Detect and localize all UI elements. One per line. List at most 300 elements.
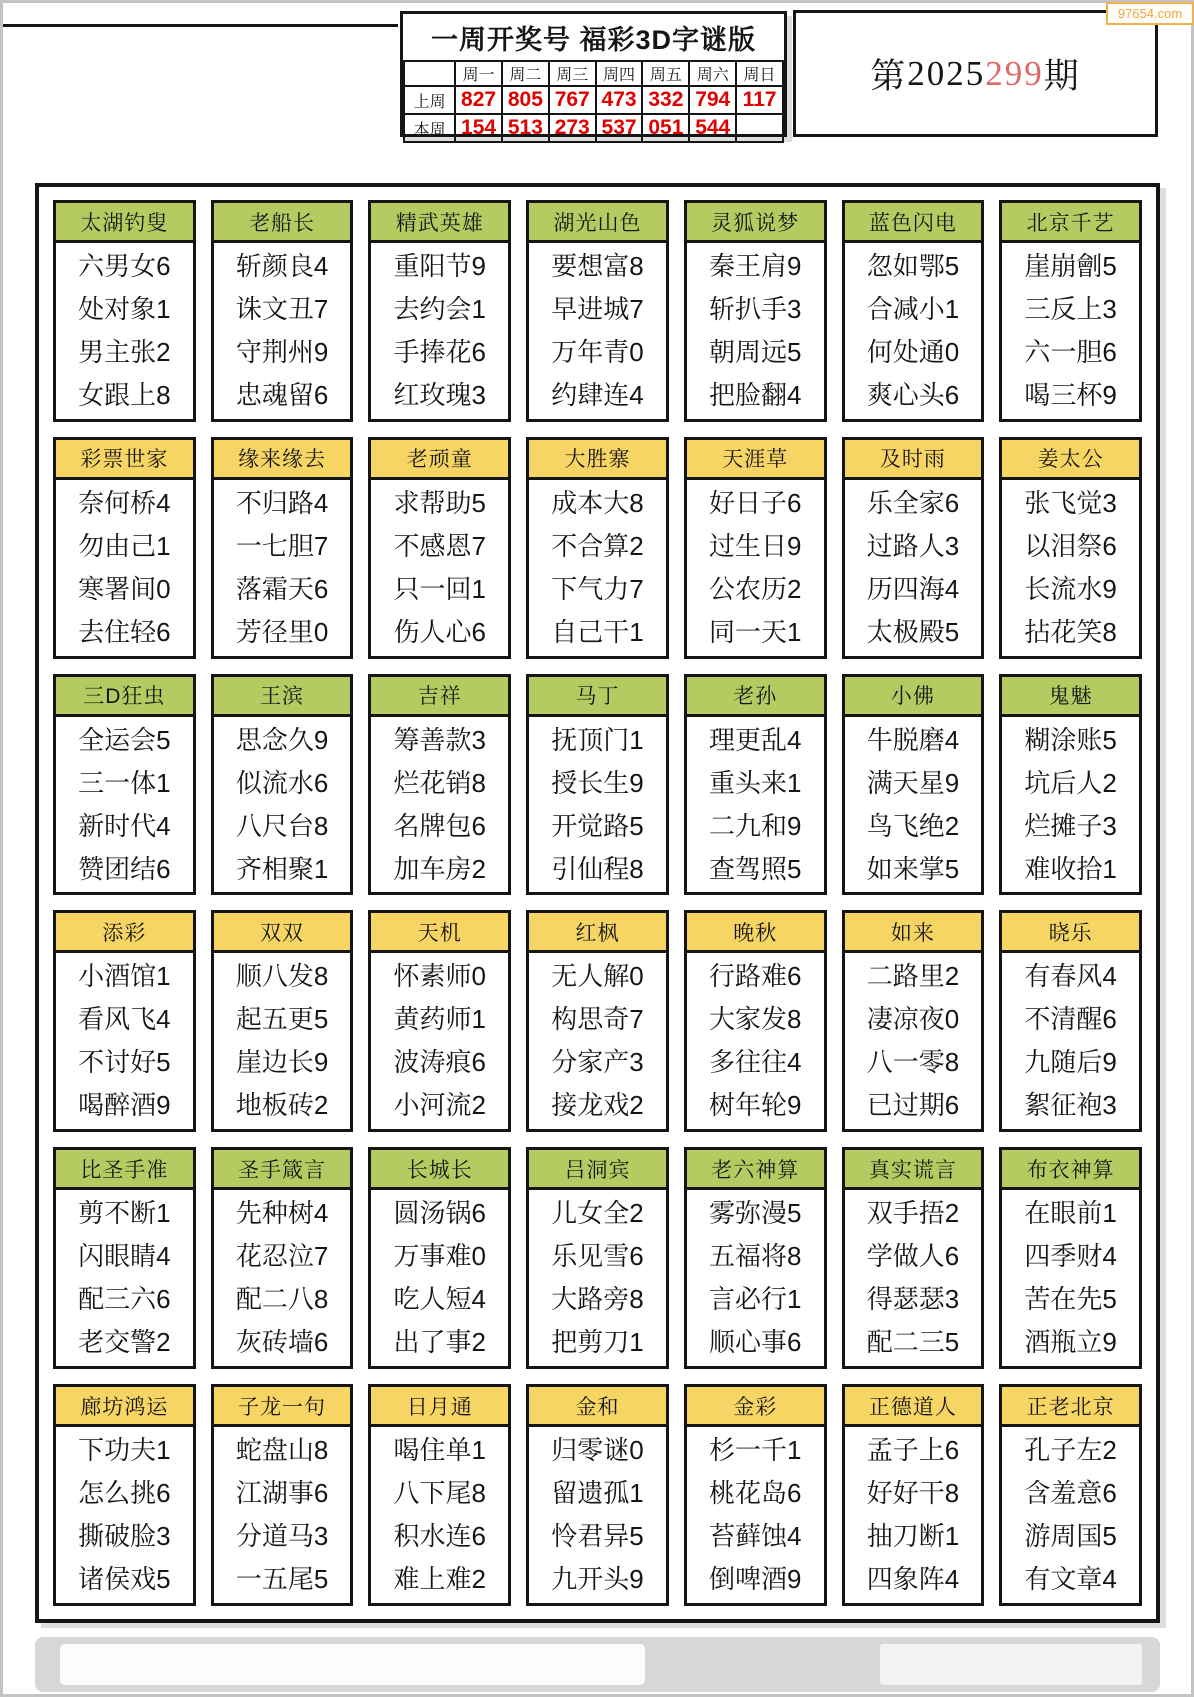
- card-body: [1002, 243, 1139, 419]
- puzzle-line: 怀素师0: [393, 961, 487, 992]
- draw-number: 767: [549, 86, 596, 114]
- puzzle-line: 落霜天6: [235, 573, 329, 604]
- card-title: 布衣神算: [1002, 1150, 1139, 1190]
- puzzle-card: [53, 437, 196, 659]
- puzzle-line: 坑后人2: [1024, 767, 1117, 798]
- draw-number: 273: [549, 114, 596, 142]
- puzzle-line: 顺八发8: [235, 961, 329, 992]
- puzzle-line: 积水连6: [393, 1521, 487, 1552]
- puzzle-line: 含羞意6: [1024, 1478, 1117, 1509]
- card-body: [1002, 1190, 1139, 1366]
- puzzle-card: [368, 437, 511, 659]
- puzzle-card: [842, 1147, 985, 1369]
- puzzle-line: 八一零8: [866, 1047, 960, 1078]
- card-body: [529, 243, 666, 419]
- card-body: [529, 953, 666, 1129]
- puzzle-line: 赞团结6: [78, 853, 171, 884]
- puzzle-card: [999, 200, 1142, 422]
- card-title: 老六神算: [687, 1150, 824, 1190]
- puzzle-line: 授长生9: [551, 767, 644, 798]
- puzzle-line: 难上难2: [393, 1564, 487, 1595]
- card-body: [529, 1427, 666, 1603]
- weekly-results-table: [403, 60, 784, 143]
- puzzle-card: [368, 1384, 511, 1606]
- issue-year: 2025: [907, 53, 986, 93]
- card-title: 鬼魅: [1002, 677, 1139, 717]
- issue-number: 299: [985, 53, 1044, 93]
- week-corner-cell: [404, 61, 455, 86]
- puzzle-line: 手捧花6: [393, 336, 487, 367]
- puzzle-card: [526, 437, 669, 659]
- puzzle-line: 忠魂留6: [235, 379, 329, 410]
- puzzle-line: 长流水9: [1024, 573, 1117, 604]
- card-title: 马丁: [529, 677, 666, 717]
- issue-suffix: 期: [1043, 56, 1081, 96]
- puzzle-line: 一五尾5: [235, 1564, 329, 1595]
- puzzle-line: 以泪祭6: [1024, 530, 1117, 561]
- card-title: 真实谎言: [845, 1150, 982, 1190]
- puzzle-card: [684, 1147, 827, 1369]
- puzzle-line: 查驾照5: [708, 853, 802, 884]
- puzzle-card: [53, 200, 196, 422]
- card-title: 晓乐: [1002, 913, 1139, 953]
- puzzle-line: 爽心头6: [866, 379, 960, 410]
- card-body: [371, 1427, 508, 1603]
- footer-left-box: [60, 1644, 645, 1685]
- puzzle-line: 花忍泣7: [235, 1241, 329, 1272]
- puzzle-line: 如来掌5: [866, 853, 960, 884]
- card-body: [371, 480, 508, 656]
- puzzle-line: 苦在先5: [1024, 1284, 1117, 1315]
- puzzle-line: 过路人3: [866, 530, 960, 561]
- puzzle-line: 小河流2: [393, 1090, 487, 1121]
- puzzle-line: 理更乱4: [708, 724, 802, 755]
- card-body: [845, 1190, 982, 1366]
- puzzle-line: 喝三杯9: [1024, 379, 1117, 410]
- card-title: 正德道人: [845, 1387, 982, 1427]
- card-title: 吕洞宾: [529, 1150, 666, 1190]
- puzzle-line: 多往往4: [708, 1047, 802, 1078]
- puzzle-line: 留遗孤1: [551, 1478, 644, 1509]
- card-body: [214, 243, 351, 419]
- puzzle-line: 万年青0: [551, 336, 644, 367]
- puzzle-line: 归零谜0: [551, 1435, 644, 1466]
- puzzle-line: 配二三5: [866, 1327, 960, 1358]
- card-title: 灵狐说梦: [687, 203, 824, 243]
- draw-number: 537: [596, 114, 643, 142]
- puzzle-card: [368, 1147, 511, 1369]
- week-row-label: 本周: [404, 114, 455, 142]
- puzzle-line: 历四海4: [866, 573, 960, 604]
- card-title: 正老北京: [1002, 1387, 1139, 1427]
- puzzle-line: 崖崩劊5: [1024, 250, 1117, 281]
- card-title: 彩票世家: [56, 440, 193, 480]
- card-body: [687, 1190, 824, 1366]
- puzzle-line: 秦王肩9: [708, 250, 802, 281]
- puzzle-line: 配二八8: [235, 1284, 329, 1315]
- puzzle-line: 诸侯戏5: [78, 1564, 171, 1595]
- puzzle-line: 怎么挑6: [78, 1478, 171, 1509]
- card-title: 太湖钓叟: [56, 203, 193, 243]
- puzzle-line: 张飞觉3: [1024, 487, 1117, 518]
- puzzle-line: 起五更5: [235, 1004, 329, 1035]
- card-body: [56, 953, 193, 1129]
- puzzle-line: 斩扒手3: [708, 293, 802, 324]
- puzzle-line: 合减小1: [866, 293, 960, 324]
- puzzle-line: 闪眼睛4: [78, 1241, 171, 1272]
- puzzle-line: 四象阵4: [866, 1564, 960, 1595]
- puzzle-line: 勿由己1: [78, 530, 171, 561]
- draw-number: 544: [689, 114, 736, 142]
- puzzle-line: 六男女6: [78, 250, 171, 281]
- weekday-header: 周六: [689, 61, 736, 86]
- puzzle-line: 八下尾8: [393, 1478, 487, 1509]
- puzzle-card: [999, 674, 1142, 896]
- puzzle-line: 苔藓蚀4: [708, 1521, 802, 1552]
- puzzle-line: 重头来1: [708, 767, 802, 798]
- card-body: [371, 243, 508, 419]
- card-title: 圣手箴言: [214, 1150, 351, 1190]
- card-body: [56, 243, 193, 419]
- puzzle-line: 酒瓶立9: [1024, 1327, 1117, 1358]
- puzzle-line: 忽如鄂5: [866, 250, 960, 281]
- puzzle-line: 满天星9: [866, 767, 960, 798]
- puzzle-line: 双手捂2: [866, 1198, 960, 1229]
- puzzle-line: 构思奇7: [551, 1004, 644, 1035]
- card-body: [1002, 717, 1139, 893]
- card-body: [1002, 953, 1139, 1129]
- puzzle-card: [999, 1384, 1142, 1606]
- card-body: [845, 953, 982, 1129]
- puzzle-line: 不合算2: [551, 530, 644, 561]
- puzzle-line: 只一回1: [393, 573, 487, 604]
- draw-number: [736, 114, 783, 142]
- puzzle-card: [211, 1384, 354, 1606]
- card-title: 双双: [214, 913, 351, 953]
- puzzle-line: 名牌包6: [393, 810, 487, 841]
- puzzle-line: 孟子上6: [866, 1435, 960, 1466]
- puzzle-card: [211, 1147, 354, 1369]
- puzzle-card: [526, 200, 669, 422]
- draw-number: 117: [736, 86, 783, 114]
- card-body: [1002, 1427, 1139, 1603]
- puzzle-card: [684, 674, 827, 896]
- puzzle-line: 游周国5: [1024, 1521, 1117, 1552]
- puzzle-line: 江湖事6: [235, 1478, 329, 1509]
- puzzle-card: [526, 1147, 669, 1369]
- puzzle-line: 学做人6: [866, 1241, 960, 1272]
- puzzle-line: 顺心事6: [708, 1327, 802, 1358]
- puzzle-line: 倒啤酒9: [708, 1564, 802, 1595]
- card-body: [687, 953, 824, 1129]
- puzzle-line: 约肆连4: [551, 379, 644, 410]
- site-watermark: 97654.com: [1106, 2, 1194, 25]
- puzzle-line: 重阳节9: [393, 250, 487, 281]
- card-title: 北京千艺: [1002, 203, 1139, 243]
- card-body: [214, 1190, 351, 1366]
- puzzle-line: 大家发8: [708, 1004, 802, 1035]
- puzzle-line: 喝住单1: [393, 1435, 487, 1466]
- puzzle-line: 守荆州9: [235, 336, 329, 367]
- puzzle-line: 去约会1: [393, 293, 487, 324]
- puzzle-line: 开觉路5: [551, 810, 644, 841]
- puzzle-line: 蛇盘山8: [235, 1435, 329, 1466]
- draw-number: 473: [596, 86, 643, 114]
- puzzle-line: 筹善款3: [393, 724, 487, 755]
- card-body: [529, 717, 666, 893]
- puzzle-line: 思念久9: [235, 724, 329, 755]
- puzzle-card: [526, 1384, 669, 1606]
- puzzle-line: 黄药师1: [393, 1004, 487, 1035]
- puzzle-line: 灰砖墙6: [235, 1327, 329, 1358]
- puzzle-line: 引仙程8: [551, 853, 644, 884]
- draw-number: 794: [689, 86, 736, 114]
- puzzle-line: 好日子6: [708, 487, 802, 518]
- puzzle-line: 公农历2: [708, 573, 802, 604]
- puzzle-line: 糊涂账5: [1024, 724, 1117, 755]
- weekly-results-box: [400, 11, 787, 137]
- card-title: 姜太公: [1002, 440, 1139, 480]
- issue-prefix: 第: [870, 56, 908, 96]
- card-title: 老孙: [687, 677, 824, 717]
- puzzle-line: 九开头9: [551, 1564, 644, 1595]
- weekday-header: 周日: [736, 61, 783, 86]
- card-title: 三D狂虫: [56, 677, 193, 717]
- puzzle-line: 雾弥漫5: [708, 1198, 802, 1229]
- card-title: 王滨: [214, 677, 351, 717]
- card-title: 蓝色闪电: [845, 203, 982, 243]
- puzzle-line: 二九和9: [708, 810, 802, 841]
- puzzle-line: 抽刀断1: [866, 1521, 960, 1552]
- card-title: 日月通: [371, 1387, 508, 1427]
- puzzle-card: [842, 1384, 985, 1606]
- puzzle-line: 三一体1: [78, 767, 171, 798]
- puzzle-line: 絮征袍3: [1024, 1090, 1117, 1121]
- puzzle-line: 伤人心6: [393, 616, 487, 647]
- puzzle-card: [684, 200, 827, 422]
- puzzle-line: 诛文丑7: [235, 293, 329, 324]
- puzzle-line: 波涛痕6: [393, 1047, 487, 1078]
- puzzle-line: 寒署间0: [78, 573, 171, 604]
- puzzle-line: 万事难0: [393, 1241, 487, 1272]
- card-body: [687, 717, 824, 893]
- puzzle-line: 看风飞4: [78, 1004, 171, 1035]
- puzzle-card: [999, 910, 1142, 1132]
- puzzle-line: 太极殿5: [866, 616, 960, 647]
- puzzle-line: 求帮助5: [393, 487, 487, 518]
- puzzle-line: 处对象1: [78, 293, 171, 324]
- puzzle-line: 地板砖2: [235, 1090, 329, 1121]
- puzzle-line: 得瑟瑟3: [866, 1284, 960, 1315]
- puzzle-card: [368, 910, 511, 1132]
- puzzle-line: 无人解0: [551, 961, 644, 992]
- puzzle-line: 八尺台8: [235, 810, 329, 841]
- card-title: 老顽童: [371, 440, 508, 480]
- puzzle-line: 撕破脸3: [78, 1521, 171, 1552]
- card-body: [56, 717, 193, 893]
- draw-number: 051: [642, 114, 689, 142]
- card-title: 添彩: [56, 913, 193, 953]
- puzzle-line: 红玫瑰3: [393, 379, 487, 410]
- puzzle-line: 已过期6: [866, 1090, 960, 1121]
- puzzle-line: 女跟上8: [78, 379, 171, 410]
- weekday-header: 周四: [596, 61, 643, 86]
- weekday-header: 周三: [549, 61, 596, 86]
- card-title: 天涯草: [687, 440, 824, 480]
- puzzle-line: 似流水6: [235, 767, 329, 798]
- puzzle-line: 九随后9: [1024, 1047, 1117, 1078]
- card-title: 金彩: [687, 1387, 824, 1427]
- card-title: 比圣手准: [56, 1150, 193, 1190]
- puzzle-line: 有文章4: [1024, 1564, 1117, 1595]
- card-title: 老船长: [214, 203, 351, 243]
- card-body: [845, 243, 982, 419]
- puzzle-line: 四季财4: [1024, 1241, 1117, 1272]
- card-body: [845, 480, 982, 656]
- puzzle-card: [684, 910, 827, 1132]
- puzzle-line: 凄凉夜0: [866, 1004, 960, 1035]
- puzzle-line: 分家产3: [551, 1047, 644, 1078]
- puzzle-grid: [35, 183, 1160, 1623]
- puzzle-line: 树年轮9: [708, 1090, 802, 1121]
- puzzle-line: 不讨好5: [78, 1047, 171, 1078]
- puzzle-line: 把剪刀1: [551, 1327, 644, 1358]
- puzzle-line: 新时代4: [78, 810, 171, 841]
- puzzle-line: 难收拾1: [1024, 853, 1117, 884]
- puzzle-line: 一七胆7: [235, 530, 329, 561]
- puzzle-line: 吃人短4: [393, 1284, 487, 1315]
- card-title: 晚秋: [687, 913, 824, 953]
- puzzle-line: 全运会5: [78, 724, 171, 755]
- card-body: [214, 717, 351, 893]
- puzzle-line: 出了事2: [393, 1327, 487, 1358]
- card-body: [56, 1190, 193, 1366]
- puzzle-line: 过生日9: [708, 530, 802, 561]
- puzzle-line: 好好干8: [866, 1478, 960, 1509]
- top-divider-line: [0, 24, 398, 27]
- puzzle-card: [211, 437, 354, 659]
- puzzle-line: 不感恩7: [393, 530, 487, 561]
- puzzle-line: 先种树4: [235, 1198, 329, 1229]
- card-title: 天机: [371, 913, 508, 953]
- puzzle-line: 加车房2: [393, 853, 487, 884]
- puzzle-line: 接龙戏2: [551, 1090, 644, 1121]
- footer-right-box: [880, 1644, 1142, 1685]
- puzzle-line: 儿女全2: [551, 1198, 644, 1229]
- puzzle-card: [526, 674, 669, 896]
- footer-bar: [35, 1637, 1160, 1692]
- card-body: [371, 1190, 508, 1366]
- puzzle-card: [211, 674, 354, 896]
- puzzle-line: 拈花笑8: [1024, 616, 1117, 647]
- card-title: 精武英雄: [371, 203, 508, 243]
- draw-number: 805: [502, 86, 549, 114]
- weekday-header: 周一: [455, 61, 502, 86]
- weekday-header: 周五: [642, 61, 689, 86]
- card-body: [845, 1427, 982, 1603]
- card-title: 缘来缘去: [214, 440, 351, 480]
- puzzle-card: [526, 910, 669, 1132]
- puzzle-card: [842, 200, 985, 422]
- puzzle-line: 乐见雪6: [551, 1241, 644, 1272]
- puzzle-line: 分道马3: [235, 1521, 329, 1552]
- puzzle-line: 三反上3: [1024, 293, 1117, 324]
- card-body: [214, 480, 351, 656]
- puzzle-line: 圆汤锅6: [393, 1198, 487, 1229]
- puzzle-card: [842, 910, 985, 1132]
- puzzle-card: [842, 674, 985, 896]
- puzzle-line: 六一胆6: [1024, 336, 1117, 367]
- puzzle-line: 成本大8: [551, 487, 644, 518]
- puzzle-line: 下气力7: [551, 573, 644, 604]
- puzzle-card: [53, 1147, 196, 1369]
- puzzle-card: [53, 910, 196, 1132]
- puzzle-line: 崖边长9: [235, 1047, 329, 1078]
- puzzle-line: 鸟飞绝2: [866, 810, 960, 841]
- puzzle-line: 牛脱磨4: [866, 724, 960, 755]
- puzzle-line: 早进城7: [551, 293, 644, 324]
- puzzle-line: 乐全家6: [866, 487, 960, 518]
- puzzle-card: [999, 437, 1142, 659]
- card-body: [214, 953, 351, 1129]
- puzzle-line: 抚顶门1: [551, 724, 644, 755]
- card-title: 金和: [529, 1387, 666, 1427]
- card-title: 吉祥: [371, 677, 508, 717]
- draw-number: 154: [455, 114, 502, 142]
- puzzle-card: [684, 1384, 827, 1606]
- puzzle-card: [53, 1384, 196, 1606]
- card-body: [687, 480, 824, 656]
- puzzle-line: 剪不断1: [78, 1198, 171, 1229]
- puzzle-card: [684, 437, 827, 659]
- card-body: [56, 1427, 193, 1603]
- card-title: 湖光山色: [529, 203, 666, 243]
- puzzle-line: 五福将8: [708, 1241, 802, 1272]
- card-body: [529, 1190, 666, 1366]
- puzzle-line: 不清醒6: [1024, 1004, 1117, 1035]
- puzzle-line: 孔子左2: [1024, 1435, 1117, 1466]
- puzzle-line: 不归路4: [235, 487, 329, 518]
- puzzle-line: 行路难6: [708, 961, 802, 992]
- card-body: [214, 1427, 351, 1603]
- card-body: [687, 1427, 824, 1603]
- puzzle-card: [211, 910, 354, 1132]
- puzzle-line: 在眼前1: [1024, 1198, 1117, 1229]
- card-title: 子龙一句: [214, 1387, 351, 1427]
- card-body: [1002, 480, 1139, 656]
- puzzle-line: 烂摊子3: [1024, 810, 1117, 841]
- card-body: [371, 717, 508, 893]
- card-body: [371, 953, 508, 1129]
- puzzle-line: 大路旁8: [551, 1284, 644, 1315]
- card-body: [687, 243, 824, 419]
- puzzle-card: [211, 200, 354, 422]
- card-body: [529, 480, 666, 656]
- weekly-results-title: 一周开奖号 福彩3D字谜版: [430, 25, 757, 55]
- puzzle-card: [368, 674, 511, 896]
- draw-number: 827: [455, 86, 502, 114]
- issue-number-box: [793, 10, 1158, 137]
- puzzle-line: 配三六6: [78, 1284, 171, 1315]
- puzzle-line: 奈何桥4: [78, 487, 171, 518]
- puzzle-line: 言必行1: [708, 1284, 802, 1315]
- puzzle-line: 喝醉酒9: [78, 1090, 171, 1121]
- puzzle-card: [842, 437, 985, 659]
- puzzle-line: 何处通0: [866, 336, 960, 367]
- card-title: 大胜寨: [529, 440, 666, 480]
- puzzle-line: 芳径里0: [235, 616, 329, 647]
- puzzle-card: [368, 200, 511, 422]
